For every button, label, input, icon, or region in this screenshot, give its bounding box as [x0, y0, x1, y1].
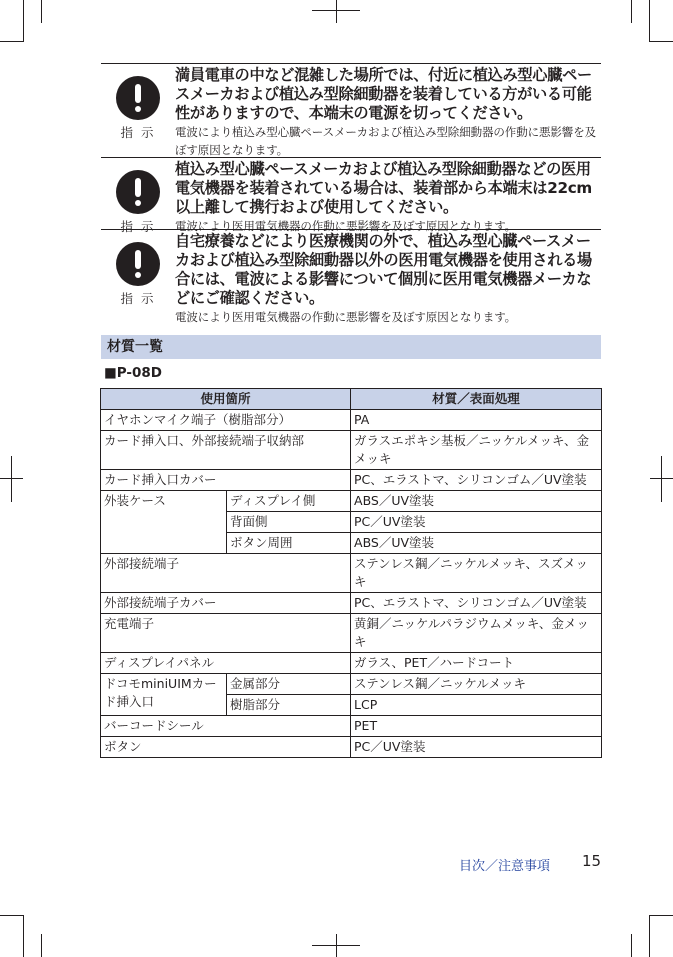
cell-subpart: ボタン周囲 [227, 533, 351, 554]
notice-2 [101, 157, 601, 234]
table-row [101, 410, 602, 431]
table-row [101, 431, 602, 470]
exclamation-icon [116, 170, 160, 214]
cell-material: 黄銅／ニッケルパラジウムメッキ、金メッキ [351, 614, 602, 653]
table-row [101, 716, 602, 737]
cell-material: ガラス、PET／ハードコート [351, 653, 602, 674]
cell-part: カード挿入口、外部接続端子収納部 [101, 431, 351, 470]
cell-subpart: 背面側 [227, 512, 351, 533]
cell-subpart: 金属部分 [227, 674, 351, 695]
cell-material: LCP [351, 695, 602, 716]
header-material: 材質／表面処理 [351, 389, 602, 410]
cell-part: 外装ケース [101, 491, 227, 554]
notice-description: 電波により医用電気機器の作動に悪影響を及ぼす原因となります。 [175, 310, 517, 324]
cell-material: ステンレス鋼／ニッケルメッキ、スズメッキ [351, 554, 602, 593]
model-name: ■P-08D [104, 365, 163, 381]
cell-part: バーコードシール [101, 716, 351, 737]
cell-material: ステンレス鋼／ニッケルメッキ [351, 674, 602, 695]
notice-icon-label: 指 示 [120, 125, 156, 140]
page-number: 15 [582, 852, 602, 870]
cell-material: PET [351, 716, 602, 737]
cell-subpart: ディスプレイ側 [227, 491, 351, 512]
cell-part: ボタン [101, 737, 351, 758]
notice-3 [101, 229, 601, 324]
cell-material: PA [351, 410, 602, 431]
table-row [101, 593, 602, 614]
table-row [101, 674, 602, 695]
cell-material: ガラスエポキシ基板／ニッケルメッキ、金メッキ [351, 431, 602, 470]
cell-part: イヤホンマイク端子（樹脂部分） [101, 410, 351, 431]
notice-description: 電波により医用電気機器の作動に悪影響を及ぼす原因となります。 [175, 219, 517, 233]
cell-part: 外部接続端子カバー [101, 593, 351, 614]
cell-material: ABS／UV塗装 [351, 491, 602, 512]
cell-material: PC、エラストマ、シリコンゴム／UV塗装 [351, 470, 602, 491]
cell-material: PC／UV塗装 [351, 737, 602, 758]
exclamation-icon [116, 76, 160, 120]
section-heading-materials: 材質一覧 [101, 335, 601, 359]
notice-icon-group [101, 230, 175, 307]
notice-instruction: 満員電車の中など混雑した場所では、付近に植込み型心臓ペースメーカおよび植込み型除細動器を装着している方がいる可能性がありますので、本端末の電源を切ってください。 [175, 66, 592, 122]
table-header-row [101, 389, 602, 410]
exclamation-icon [116, 242, 160, 286]
notice-icon-label: 指 示 [120, 219, 156, 234]
notice-icon-group [101, 64, 175, 141]
cell-part: ドコモminiUIMカード挿入口 [101, 674, 227, 716]
table-row [101, 491, 602, 512]
materials-table [100, 388, 602, 758]
notice-1 [101, 63, 601, 158]
header-part: 使用箇所 [101, 389, 351, 410]
table-row [101, 614, 602, 653]
cell-subpart: 樹脂部分 [227, 695, 351, 716]
table-row [101, 737, 602, 758]
cell-part: 外部接続端子 [101, 554, 351, 593]
notice-icon-label: 指 示 [120, 291, 156, 306]
table-row [101, 470, 602, 491]
notice-icon-group [101, 158, 175, 235]
cell-part: ディスプレイパネル [101, 653, 351, 674]
notice-instruction: 植込み型心臓ペースメーカおよび植込み型除細動器などの医用電気機器を装着されている場合は、装着部から本端末は22cm以上離して携行および使用してください。 [175, 160, 592, 216]
cell-part: 充電端子 [101, 614, 351, 653]
table-row [101, 653, 602, 674]
cell-material: ABS／UV塗装 [351, 533, 602, 554]
notice-description: 電波により植込み型心臓ペースメーカおよび植込み型除細動器の作動に悪影響を及ぼす原因となります。 [175, 125, 596, 157]
cell-part: カード挿入口カバー [101, 470, 351, 491]
table-row [101, 554, 602, 593]
cell-material: PC、エラストマ、シリコンゴム／UV塗装 [351, 593, 602, 614]
cell-material: PC／UV塗装 [351, 512, 602, 533]
toc-precautions-link[interactable]: 目次／注意事項 [459, 859, 551, 874]
notice-instruction: 自宅療養などにより医療機関の外で、植込み型心臓ペースメーカおよび植込み型除細動器以外の医用電気機器を使用される場合には、電波による影響について個別に医用電気機器メーカなどにご確認ください。 [175, 232, 592, 307]
